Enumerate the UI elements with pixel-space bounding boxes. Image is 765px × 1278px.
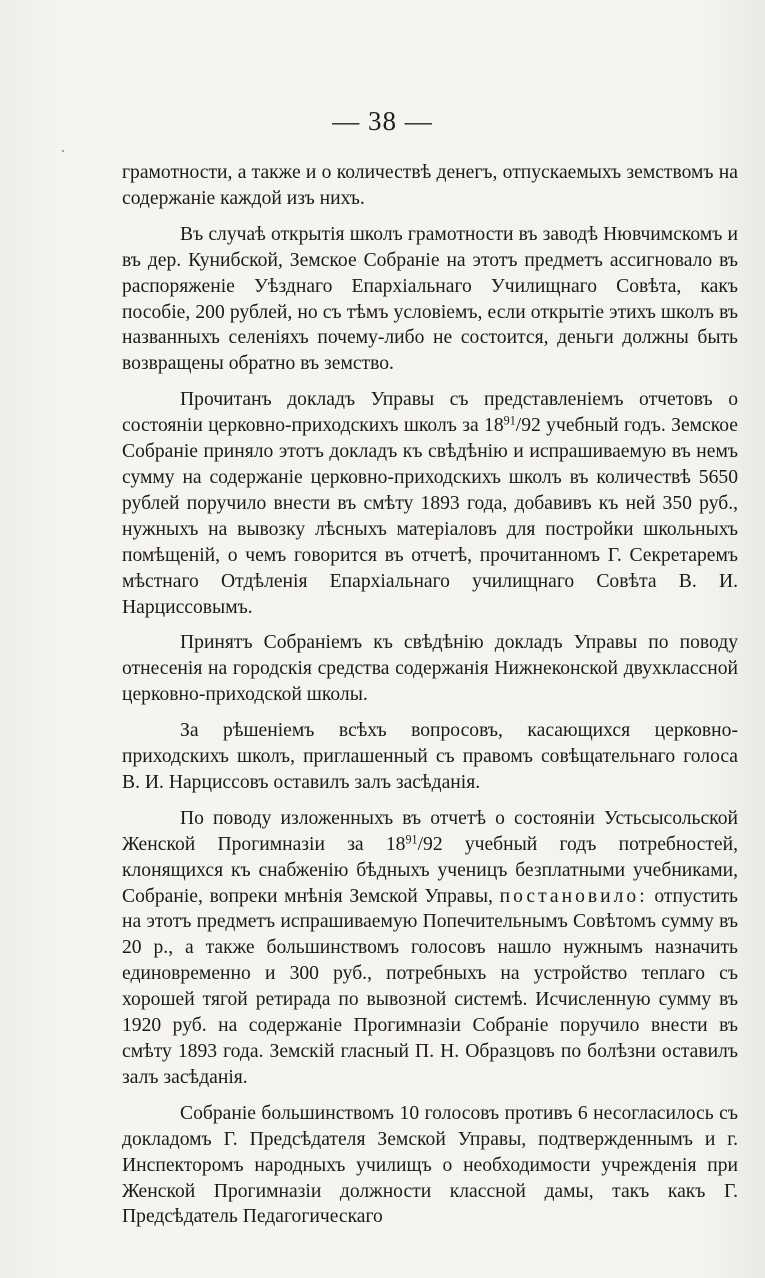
paragraph-1: грамотности, а также и о количествѣ денегъ, отпускаемыхъ земствомъ на содержаніе каждой изъ нихъ. xyxy=(122,162,738,209)
paragraph-3-text-end: /92 учебный годъ. Земское Собраніе приняло этотъ докладъ къ свѣдѣнію и испрашиваемую въ немъ сумму на содержаніе церковно-приходскихъ школъ въ количествѣ 5650 рублей поручило внести въ смѣту 1893 года, добавивъ къ ней 350 руб., нужныхъ на вывозку лѣсныхъ матеріаловъ для постройки школьныхъ помѣщеній, о чемъ говорится въ отчетѣ, прочитанномъ Г. Секретаремъ мѣстнаго Отдѣленія Епархіальнаго училищнаго Совѣта В. И. Нарциссовымъ. xyxy=(122,415,738,618)
paragraph-5: За рѣшеніемъ всѣхъ вопросовъ, касающихся церковно-приходскихъ школъ, приглашенный съ правомъ совѣщательнаго голоса В. И. Нарциссовъ оставилъ залъ засѣданія. xyxy=(122,720,738,793)
paragraph-3-superscript: 91 xyxy=(503,413,516,428)
paragraph-6-superscript: 91 xyxy=(405,832,418,847)
page-number: — 38 — xyxy=(332,106,433,136)
paragraph-6 xyxy=(122,806,738,1091)
paragraph-3 xyxy=(122,387,738,620)
paragraph-2: Въ случаѣ открытія школъ грамотности въ заводѣ Нювчимскомъ и въ дер. Кунибской, Земское Собраніе на этотъ предметъ ассигновало въ распоряженіе Уѣзднаго Епархіальнаго Училищнаго Совѣта, какъ пособіе, 200 рублей, но съ тѣмъ условіемъ, если открытіе этихъ школъ въ названныхъ селеніяхъ почему-либо не состоится, деньги должны быть возвращены обратно въ земство. xyxy=(122,223,738,375)
body-text xyxy=(122,160,738,1240)
paragraph-6-text-start: По поводу изложенныхъ въ отчетѣ о состояніи Устьсысольской Женской Прогимназіи за 18 xyxy=(122,807,738,855)
paragraph-6-text-middle: /92 учебный годъ потребностей, клонящихся къ снабженію бѣдныхъ ученицъ безплатными учебниками, Собраніе, вопреки мнѣнія Земской Управы, xyxy=(122,833,738,907)
paragraph-4: Принятъ Собраніемъ къ свѣдѣнію докладъ Управы по поводу отнесенія на городскія средства содержанія Нижнеконской двухклассной церковно-приходской школы. xyxy=(122,632,738,706)
paragraph-6-text-end: отпустить на этотъ предметъ испрашиваемую Попечительнымъ Совѣтомъ сумму въ 20 р., а также большинствомъ голосовъ нашло нужнымъ назначить единовременно и 300 руб., потребныхъ на устройство теплаго съ хорошей тягой ретирада по вывозной системѣ. Исчисленную сумму въ 1920 руб. на содержаніе Прогимназіи Собраніе поручило внести въ смѣту 1893 года. Земскій гласный П. Н. Образцовъ по болѣзни оставилъ залъ засѣданія. xyxy=(122,885,738,1088)
paragraph-6-spaced-word: постановило: xyxy=(499,885,648,907)
paragraph-3-text-start: Прочитанъ докладъ Управы съ представленіемъ отчетовъ о состояніи церковно-приходскихъ школъ за 18 xyxy=(122,389,738,437)
paper-speck xyxy=(62,150,64,152)
paragraph-7: Собраніе большинствомъ 10 голосовъ противъ 6 несогласилось съ докладомъ Г. Предсѣдателя Земской Управы, подтвержденнымъ и г. Инспекторомъ народныхъ училищъ о необходимости учрежденія при Женской Прогимназіи должности классной дамы, такъ какъ Г. Предсѣдатель Педагогическаго xyxy=(122,1102,738,1228)
